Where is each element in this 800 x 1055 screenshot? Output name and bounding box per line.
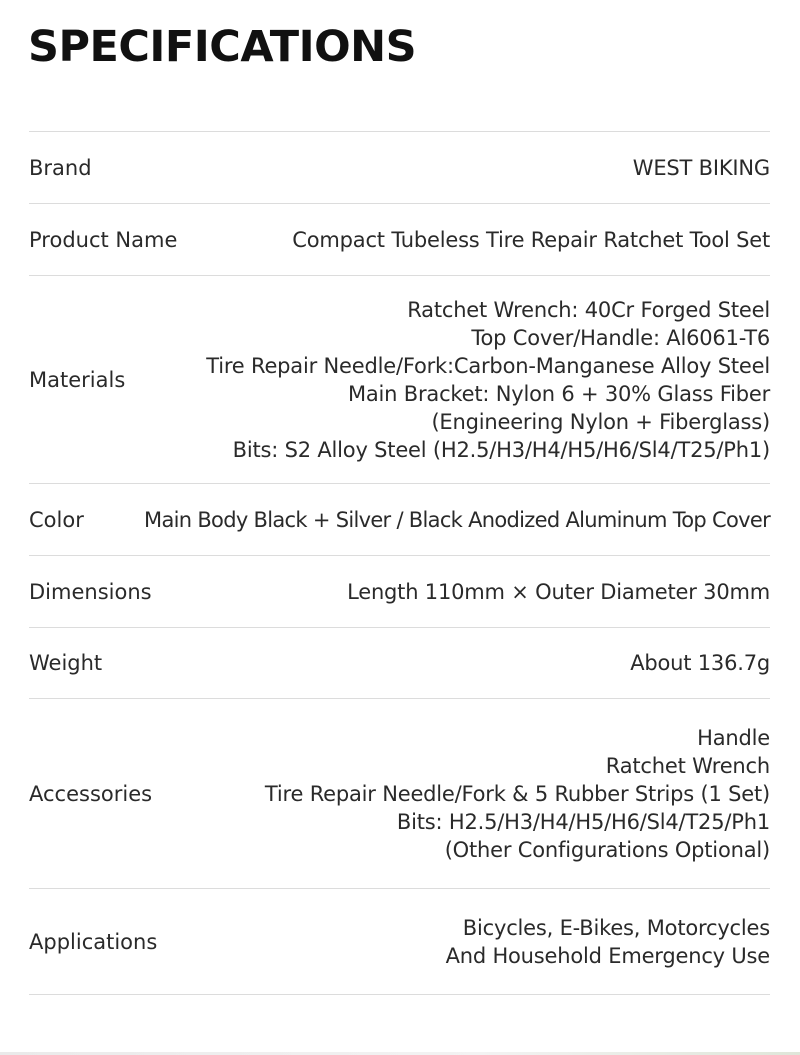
- spec-label-accessories: Accessories: [29, 781, 153, 806]
- spec-value-line: Handle: [697, 725, 770, 750]
- spec-value-line: Ratchet Wrench: [605, 753, 770, 778]
- spec-value-line: Bicycles, E-Bikes, Motorcycles: [462, 915, 770, 940]
- spec-label-weight: Weight: [29, 651, 103, 675]
- spec-value-color: [84, 506, 770, 534]
- spec-value-line: Top Cover/Handle: Al6061-T6: [471, 325, 770, 350]
- spec-label-dimensions: Dimensions: [29, 579, 152, 604]
- spec-row-product-name: [29, 204, 770, 276]
- spec-row-brand: [29, 132, 770, 204]
- spec-value-line: Bits: H2.5/H3/H4/H5/H6/Sl4/T25/Ph1: [396, 809, 770, 834]
- spec-value-brand: [92, 154, 770, 182]
- spec-value-product-name: [177, 226, 770, 254]
- spec-value-line: (Other Configurations Optional): [444, 837, 770, 862]
- spec-value-line: Length 110mm × Outer Diameter 30mm: [347, 579, 770, 604]
- spec-value-applications: [157, 914, 770, 970]
- spec-label-color: Color: [29, 507, 84, 532]
- spec-value-line: Main Bracket: Nylon 6 + 30% Glass Fiber: [347, 381, 770, 406]
- spec-row-materials: [29, 276, 770, 484]
- spec-value-weight: [102, 649, 770, 677]
- spec-value-line: Compact Tubeless Tire Repair Ratchet Tool Set: [292, 227, 770, 252]
- spec-value-line: Ratchet Wrench: 40Cr Forged Steel: [407, 297, 770, 322]
- spec-label-materials: Materials: [29, 367, 126, 392]
- spec-value-materials: [125, 296, 770, 464]
- spec-value-line: Main Body Black + Silver / Black Anodized Aluminum Top Cover: [144, 507, 770, 532]
- spec-value-line: Tire Repair Needle/Fork:Carbon-Manganese Alloy Steel: [206, 353, 770, 378]
- spec-label-product-name: Product Name: [29, 227, 178, 252]
- spec-label-applications: Applications: [29, 929, 158, 954]
- spec-value-line: About 136.7g: [630, 651, 770, 675]
- spec-table: [29, 131, 770, 995]
- spec-row-applications: [29, 889, 770, 995]
- spec-value-line: And Household Emergency Use: [445, 943, 770, 968]
- spec-value-line: Tire Repair Needle/Fork & 5 Rubber Strips (1 Set): [264, 781, 770, 806]
- spec-value-line: (Engineering Nylon + Fiberglass): [431, 409, 770, 434]
- page-title: SPECIFICATIONS: [28, 22, 417, 72]
- spec-label-brand: Brand: [29, 155, 92, 180]
- spec-row-accessories: [29, 699, 770, 889]
- spec-row-weight: [29, 628, 770, 699]
- spec-row-dimensions: [29, 556, 770, 628]
- spec-value-line: Bits: S2 Alloy Steel (H2.5/H3/H4/H5/H6/Sl4/T25/Ph1): [232, 437, 770, 462]
- spec-value-accessories: [152, 724, 770, 864]
- spec-row-color: [29, 484, 770, 556]
- spec-value-line: WEST BIKING: [632, 155, 770, 180]
- spec-value-dimensions: [152, 578, 770, 606]
